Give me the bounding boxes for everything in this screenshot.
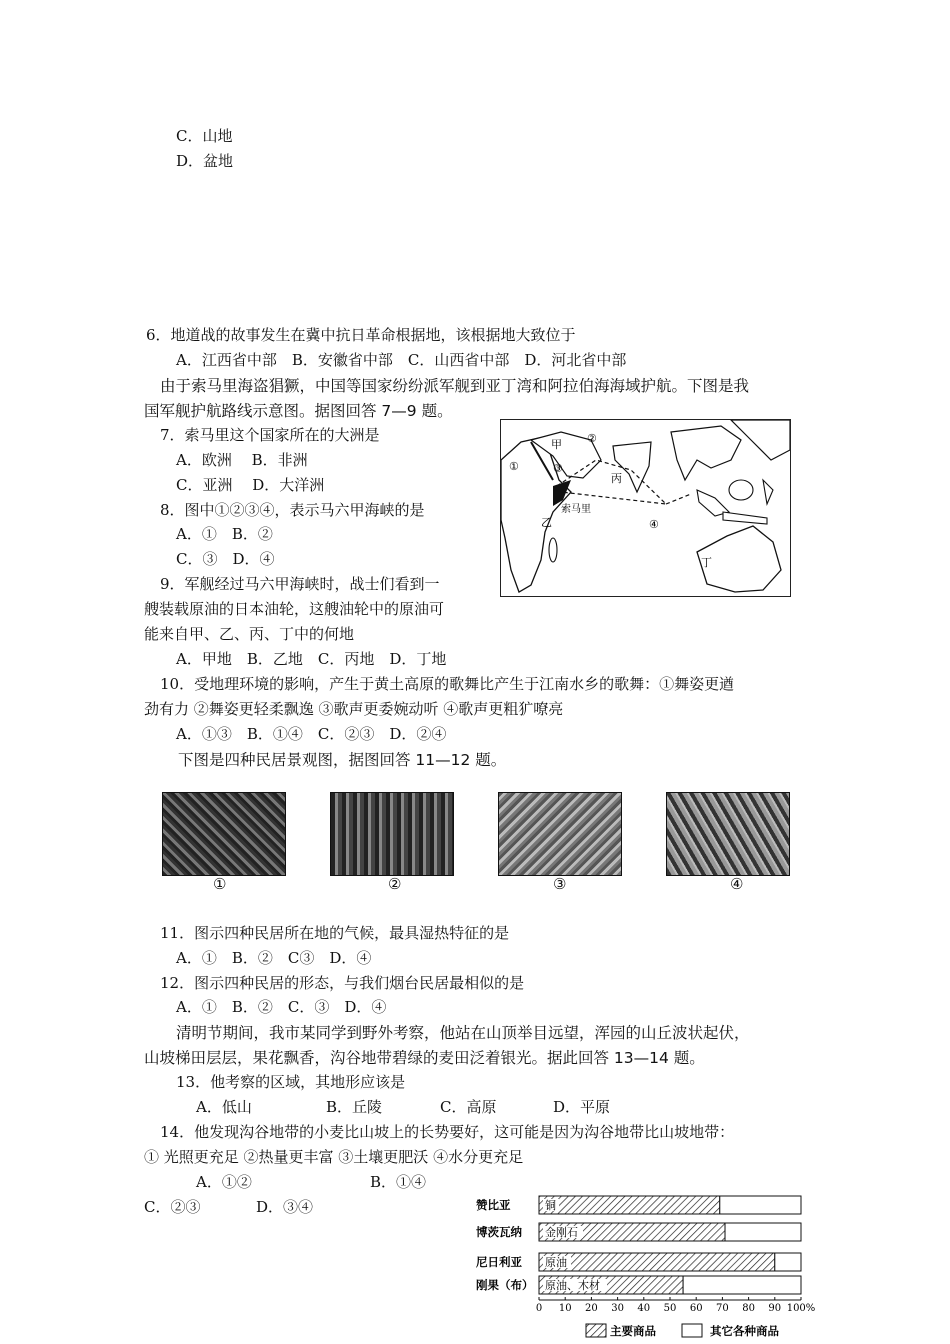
label-bing: 丙 bbox=[611, 472, 622, 485]
q13-option-d: D．平原 bbox=[553, 1098, 611, 1116]
q13-option-c: C．高原 bbox=[440, 1098, 497, 1116]
tick-label: 100% bbox=[786, 1303, 816, 1314]
intro-7-9-line1: 由于索马里海盗猖獗，中国等国家纷纷派军舰到亚丁湾和阿拉伯海海域护航。下图是我 bbox=[160, 377, 750, 395]
intro-11-12: 下图是四种民居景观图，据图回答 11—12 题。 bbox=[178, 751, 507, 769]
bar-main-3 bbox=[539, 1253, 775, 1271]
dwelling-photo-3 bbox=[498, 792, 622, 876]
q9-line2: 艘装载原油的日本油轮，这艘油轮中的原油可 bbox=[144, 600, 445, 618]
borneo-outline bbox=[729, 480, 753, 500]
q7-stem: 7．索马里这个国家所在的大洲是 bbox=[160, 426, 380, 444]
q11-stem: 11．图示四种民居所在地的气候，最具湿热特征的是 bbox=[160, 924, 510, 942]
bar-inner-label: 铜 bbox=[545, 1199, 556, 1212]
bar-other-3 bbox=[775, 1253, 801, 1271]
dwelling-photo-2 bbox=[330, 792, 454, 876]
java-outline bbox=[723, 512, 767, 524]
bar-other-2 bbox=[725, 1223, 801, 1241]
chart-ticks bbox=[536, 1297, 815, 1314]
label-ding: 丁 bbox=[701, 556, 712, 569]
label-n4: ④ bbox=[649, 518, 659, 531]
bar-main-1 bbox=[539, 1196, 720, 1214]
dwelling-photo-1 bbox=[162, 792, 286, 876]
q14-option-a: A．①② bbox=[196, 1173, 252, 1191]
label-n2: ② bbox=[587, 432, 597, 445]
bar-inner-label: 原油、木材 bbox=[545, 1279, 600, 1292]
q12-stem: 12．图示四种民居的形态，与我们烟台民居最相似的是 bbox=[160, 974, 525, 992]
q10-line2: 劲有力 ②舞姿更轻柔飘逸 ③歌声更委婉动听 ④歌声更粗犷嘹亮 bbox=[144, 700, 564, 718]
q9-line3: 能来自甲、乙、丙、丁中的何地 bbox=[144, 625, 355, 643]
map-drawing bbox=[501, 420, 790, 596]
photo-caption-3: ③ bbox=[553, 875, 567, 893]
sulawesi-outline bbox=[763, 480, 773, 504]
chart-bars bbox=[476, 1196, 801, 1294]
dwelling-photo-4 bbox=[666, 792, 790, 876]
southeast-asia-outline bbox=[671, 426, 741, 480]
q8-options-cd: C．③ D．④ bbox=[176, 550, 275, 568]
export-commodity-chart bbox=[470, 1188, 830, 1344]
intro-13-14-line1: 清明节期间，我市某同学到野外考察，他站在山顶举目远望，浑园的山丘波状起伏， bbox=[176, 1024, 750, 1042]
label-yi: 乙 bbox=[541, 516, 552, 529]
bar-other-4 bbox=[683, 1276, 801, 1294]
chart-legend bbox=[586, 1324, 779, 1338]
legend-swatch-main bbox=[586, 1324, 606, 1337]
q6-stem: 6．地道战的故事发生在冀中抗日革命根据地，该根据地大致位于 bbox=[146, 326, 576, 344]
legend-swatch-other bbox=[682, 1324, 702, 1337]
q8-stem: 8．图中①②③④，表示马六甲海峡的是 bbox=[160, 501, 425, 519]
escort-route-map bbox=[500, 419, 791, 597]
q9-line1: 9．军舰经过马六甲海峡时，战士们看到一 bbox=[160, 575, 440, 593]
q6-options: A．江西省中部 B．安徽省中部 C．山西省中部 D．河北省中部 bbox=[176, 351, 627, 369]
q12-options: A．① B．② C．③ D．④ bbox=[176, 998, 387, 1016]
tick-label: 80 bbox=[742, 1303, 755, 1314]
tick-label: 10 bbox=[558, 1303, 572, 1314]
tick-label: 90 bbox=[768, 1303, 782, 1314]
bar-other-1 bbox=[720, 1196, 801, 1214]
tick-label: 40 bbox=[637, 1303, 651, 1314]
tick-label: 20 bbox=[585, 1303, 598, 1314]
legend-label-other: 其它各种商品 bbox=[710, 1324, 779, 1338]
q10-options: A．①③ B．①④ C．②③ D．②④ bbox=[176, 725, 447, 743]
label-n3: ③ bbox=[553, 462, 563, 475]
q14-option-c: C．②③ bbox=[144, 1198, 201, 1216]
q5-option-c: C．山地 bbox=[176, 127, 233, 145]
q7-options-cd: C．亚洲 D．大洋洲 bbox=[176, 476, 325, 494]
category-label: 博茨瓦纳 bbox=[476, 1225, 522, 1239]
q13-option-b: B．丘陵 bbox=[326, 1098, 383, 1116]
photo-caption-4: ④ bbox=[730, 875, 744, 893]
q14-option-b: B．①④ bbox=[370, 1173, 427, 1191]
photo-caption-1: ① bbox=[213, 875, 227, 893]
q13-stem: 13．他考察的区域，其地形应该是 bbox=[176, 1073, 406, 1091]
bar-inner-label: 金刚石 bbox=[545, 1226, 578, 1239]
label-jia: 甲 bbox=[551, 438, 562, 451]
q8-options-ab: A．① B．② bbox=[176, 525, 273, 543]
category-label: 尼日利亚 bbox=[476, 1255, 522, 1269]
q14-line2: ① 光照更充足 ②热量更丰富 ③土壤更肥沃 ④水分更充足 bbox=[144, 1148, 524, 1166]
tick-label: 30 bbox=[611, 1303, 624, 1314]
intro-7-9-line2: 国军舰护航路线示意图。据图回答 7—9 题。 bbox=[144, 402, 453, 420]
tick-label: 0 bbox=[535, 1303, 543, 1314]
legend-label-main: 主要商品 bbox=[610, 1324, 656, 1338]
category-label: 赞比亚 bbox=[476, 1198, 511, 1212]
q5-option-d: D．盆地 bbox=[176, 152, 234, 170]
category-label: 刚果（布） bbox=[476, 1278, 534, 1292]
q14-line1: 14．他发现沟谷地带的小麦比山坡上的长势要好，这可能是因为沟谷地带比山坡地带： bbox=[160, 1123, 735, 1141]
q10-line1: 10．受地理环境的影响，产生于黄土高原的歌舞比产生于江南水乡的歌舞：①舞姿更遒 bbox=[160, 675, 735, 693]
route-to-malacca bbox=[666, 494, 691, 504]
label-n1: ① bbox=[509, 460, 519, 473]
intro-13-14-line2: 山坡梯田层层，果花飘香，沟谷地带碧绿的麦田泛着银光。据此回答 13—14 题。 bbox=[144, 1049, 705, 1067]
bar-inner-label: 原油 bbox=[545, 1256, 567, 1269]
q9-options: A．甲地 B．乙地 C．丙地 D．丁地 bbox=[176, 650, 447, 668]
q14-option-d: D．③④ bbox=[256, 1198, 314, 1216]
tick-label: 60 bbox=[689, 1303, 703, 1314]
q11-options: A．① B．② C③ D．④ bbox=[176, 949, 372, 967]
tick-label: 50 bbox=[663, 1303, 677, 1314]
q13-option-a: A．低山 bbox=[196, 1098, 252, 1116]
q7-options-ab: A．欧洲 B．非洲 bbox=[176, 451, 308, 469]
madagascar-outline bbox=[549, 538, 557, 562]
tick-label: 70 bbox=[716, 1303, 729, 1314]
photo-caption-2: ② bbox=[388, 875, 402, 893]
label-somalia: 索马里 bbox=[561, 504, 591, 515]
